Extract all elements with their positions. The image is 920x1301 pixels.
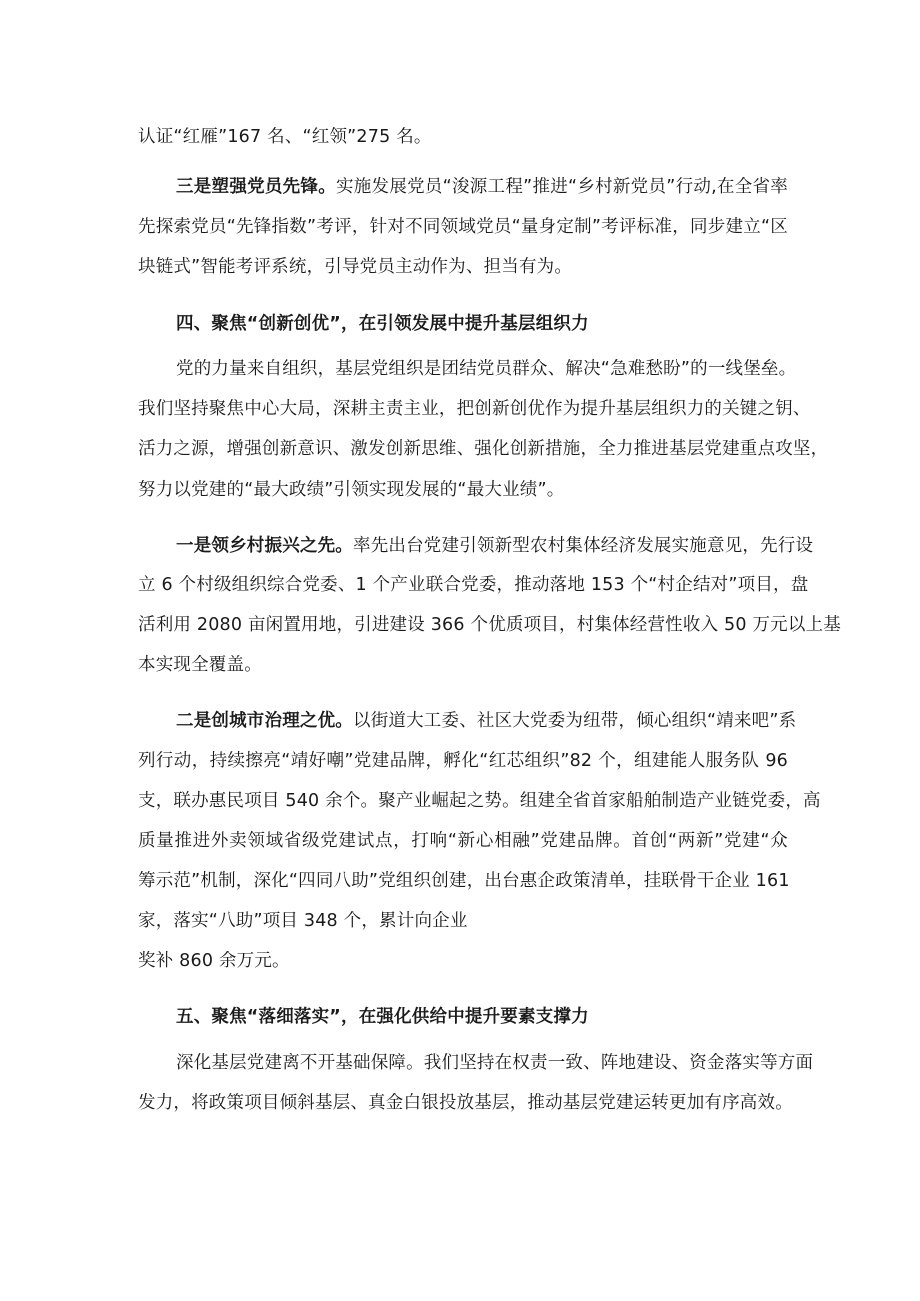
line-text: 党的力量来自组织，基层党组织是团结党员群众、解决“急难愁盼”的一线堡垒。 [176,359,797,379]
line-text: 先探索党员“先锋指数”考评，针对不同领域党员“量身定制”考评标准，同步建立“区 [138,217,788,237]
line-text: 努力以党建的“最大政绩”引领实现发展的“最大业绩”。 [138,480,565,500]
line-text: 以街道大工委、社区大党委为纽带，倾心组织“靖来吧”系 [353,711,797,731]
line-text: 支，联办惠民项目 540 余个。聚产业崛起之势。组建全省首家船舶制造产业链党委，高 [138,791,821,811]
line-text: 立 6 个村级组织综合党委、1 个产业联合党委，推动落地 153 个“村企结对”项目，盘 [138,575,809,595]
paragraph-line [138,828,788,854]
paragraph-line [138,1090,793,1116]
paragraph-line [138,948,788,974]
paragraph-line [138,868,788,894]
paragraph-lead: 三是塑强党员先锋。 [176,177,336,197]
line-text: 活力之源，增强创新意识、激发创新思维、强化创新措施，全力推进基层党建重点攻坚， [138,439,829,459]
paragraph-line [138,788,821,814]
paragraph-line [138,612,841,638]
heading-text: 五、聚焦“落细落实”，在强化供给中提升要素支撑力 [176,1007,589,1027]
paragraph-line [138,908,788,934]
line-text: 质量推进外卖领域省级党建试点，打响“新心相融”党建品牌。首创“两新”党建“众 [138,831,788,851]
paragraph-line [176,708,797,734]
line-text: 实施发展党员“浚源工程”推进“乡村新党员”行动,在全省率 [336,177,788,197]
paragraph-lead: 二是创城市治理之优。 [176,711,353,731]
line-text: 深化基层党建离不开基础保障。我们坚持在权责一致、阵地建设、资金落实等方面 [176,1053,814,1073]
paragraph-line [138,254,788,280]
line-text: 率先出台党建引领新型农村集体经济发展实施意见，先行设 [353,536,814,556]
line-text: 奖补 860 余万元。 [138,951,290,971]
line-text: 块链式”智能考评系统，引导党员主动作为、担当有为。 [138,257,573,277]
paragraph-line [138,396,811,422]
paragraph-line [176,533,814,559]
line-text: 发力，将政策项目倾斜基层、真金白银投放基层，推动基层党建运转更加有序高效。 [138,1093,793,1113]
line-text: 我们坚持聚焦中心大局，深耕主责主业，把创新创优作为提升基层组织力的关键之钥、 [138,399,811,419]
section-heading-5 [176,1004,826,1030]
paragraph-line [138,124,788,150]
paragraph-line [176,1050,814,1076]
paragraph-line [138,652,788,678]
paragraph-line [138,436,829,462]
paragraph-lead: 一是领乡村振兴之先。 [176,536,353,556]
line-text: 家，落实“八助”项目 348 个，累计向企业 [138,911,468,931]
line-text: 本实现全覆盖。 [138,655,262,675]
line-text: 活利用 2080 亩闲置用地，引进建设 366 个优质项目，村集体经营性收入 50 万元以上基 [138,615,841,635]
paragraph-line [138,572,809,598]
paragraph-line [138,214,788,240]
section-heading-4 [176,311,826,337]
paragraph-line [138,748,788,774]
line-text: 筹示范”机制，深化“四同八助”党组织创建，出台惠企政策清单，挂联骨干企业 161 [138,871,790,891]
line-text: 认证“红雁”167 名、“红领”275 名。 [138,127,432,147]
line-text: 列行动，持续擦亮“靖好嘲”党建品牌，孵化“红芯组织”82 个，组建能人服务队 96 [138,751,788,771]
paragraph-line [176,356,797,382]
heading-text: 四、聚焦“创新创优”，在引领发展中提升基层组织力 [176,314,589,334]
paragraph-line [138,477,788,503]
paragraph-line [176,174,788,200]
